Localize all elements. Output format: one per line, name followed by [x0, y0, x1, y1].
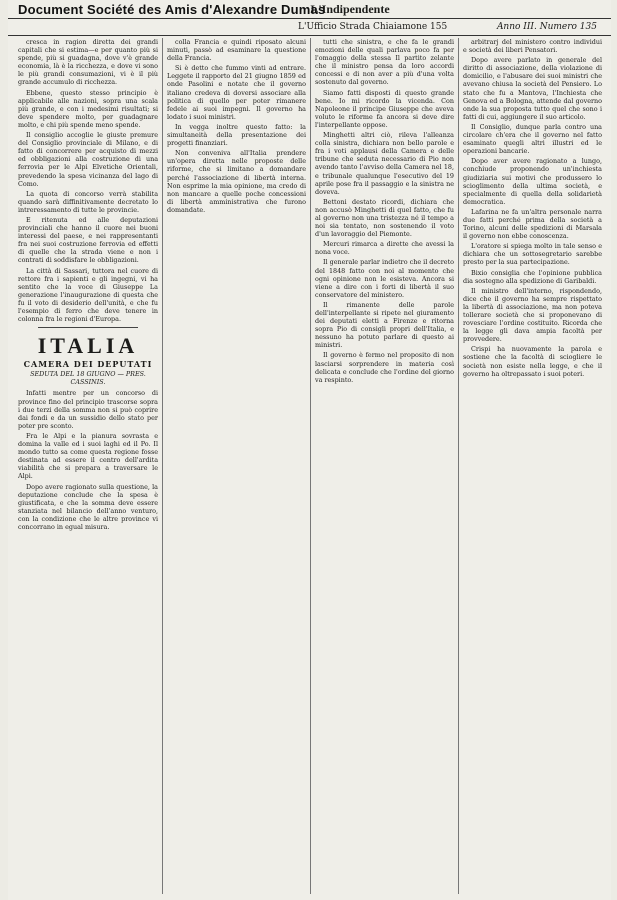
paragraph: In vegga inoltre questo fatto: la simultaneità della presentazione dei progetti finanziari. — [167, 122, 306, 148]
paragraph: L'oratore si spiega molto in tale senso e dichiara che un sottosegretario sarebbe presto per la sua partecipazione. — [463, 242, 602, 267]
paragraph: Bettoni destato ricordi, dichiara che non accusò Minghetti di quel fatto, che fu al governo non una tristezza né il tempo a noi sia tentato, non sostenendo il voto d'un lavoraggio del Piemonte. — [315, 197, 454, 239]
column-4 — [458, 38, 606, 894]
dateline-left: L'Ufficio Strada Chiaiamone 155 — [298, 22, 448, 32]
section-divider — [38, 327, 138, 328]
paragraph: Lafarina ne fa un'altra personale narra due fatti perché prima della società a Torino, alcuni delle spedizioni di Marsala il governo non ebbe conoscenza. — [463, 207, 602, 241]
section-subtitle: CAMERA DEI DEPUTATI — [23, 359, 153, 370]
sitting-line: SEDUTA DEL 18 GIUGNO — PRES. CASSINIS. — [30, 370, 146, 387]
watermark-text: Document Société des Amis d'Alexandre Dumas — [18, 2, 326, 17]
paragraph: Siamo fatti disposti di questo grande bene. Io mi ricordo la vicenda. Con Napoleone il principe Giuseppe che aveva voluto le riforme fa ancora si deve dire l'interpellante oppose. — [315, 88, 454, 129]
paragraph: Il rimanente delle parole dell'interpellante si ripete nel giuramento dei deputati eletti a Firenze e ritorna sopra Pio di consigli propri dell'Italia, e nessuno ha potuto parlare di questo ai ministri. — [315, 300, 454, 350]
paragraph: Il ministro dell'interno, rispondendo, dice che il governo ha sempre rispettato la libertà di associazione, ma non poteva tollerare società che si proponevano di rovesciare l'ordine costituito. Ricorda che la legge gli dava ampia facoltà per provvedere. — [463, 286, 602, 344]
dateline-bar — [8, 18, 611, 36]
paragraph: Bixio consiglia che l'opinione pubblica dia sostegno alla spedizione di Garibaldi. — [463, 268, 602, 285]
paragraph: Il Consiglio, dunque parla contro una circolare ch'era che il governo nel fatto esaminato quegli altri illustri ed le operazioni bancarie. — [463, 122, 602, 156]
paragraph: La città di Sassari, tuttora nel cuore di rettore fra i sapienti e gli ingegni, vi ha sentito che la voce di Giuseppe La generazione l'inaugurazione di questa che fu il voto di desiderio dell'unità, e che fu l'esempio di ferro che deve tenere in colonna fra le regioni d'Europa. — [18, 266, 158, 324]
article-columns — [14, 38, 606, 894]
paragraph: Dopo aver avere ragionato a lungo, conchiude proponendo un'inchiesta giudiziaria sui motivi che produssero lo scioglimento della ultima società, e specialmente di quella della solidarietà democratica. — [463, 157, 602, 206]
paragraph: Dopo avere parlato in generale del diritto di associazione, della violazione di domicilio, e l'abusare dei suoi ministri che avevano chiusa la società del Pensiero. Lo stato che fu a Mantova, l'Inchiesta che Genova ed a Bologna, attende dal governo onde la sua proposta tutto quel che sono i fatti di cui, aggiungere il suo articolo. — [463, 56, 602, 121]
paragraph: Mercuri rimarca a dirette che avessi la nona voce. — [315, 240, 454, 257]
paragraph: cresca in ragion diretta dei grandi capitali che si estima—e per quanto più si spende, più si guadagna, dove v'è grande economia, là è la ricchezza, e dove vi sono le più grandi consumazioni, vi è il più grande accumulo di ricchezza. — [18, 38, 158, 87]
paragraph: Ebbene, questo stesso principio è applicabile alle nazioni, sopra una scala più grande, e con i medesimi risultati; si deve spendere molto, per guadagnare molto, e chi più spende meno spende. — [18, 88, 158, 129]
paragraph: tutti che sinistra, e che fa le grandi emozioni delle quali parlava poco fa per l'omaggio della stessa Il partito zelante che il ministro pensa da loro accordi concessi e di non aver a più d'una volta sostenuto dal governo. — [315, 38, 454, 87]
paragraph: Il generale parlar indietro che il decreto del 1848 fatto con noi al momento che ogni opinione non le esisteva. Ancora si viene a dire con i forti di libertà il suo conservatore del ministero. — [315, 258, 454, 299]
paragraph: Dopo avere ragionato sulla questione, la deputazione conclude che la spesa è giustificata, e che la somma deve essere stanziata nel bilancio dell'anno venturo, con la condizione che le altre province vi concorrano in egual misura. — [18, 482, 158, 531]
column-3 — [310, 38, 458, 894]
paragraph: colla Francia e quindi riposato alcuni minuti, passò ad esaminare la questione della Francia. — [167, 38, 306, 63]
paragraph: Il consiglio accoglie le giuste premure del Consiglio provinciale di Milano, e di fatto di concorrere per acquisto di mezzi ed obbligazioni alla costruzione di una ferrovia per le Alpi Elvetiche Orientali, prevedendo la spesa vicinanza del lago di Como. — [18, 131, 158, 188]
paragraph: Non conveniva all'Italia prendere un'opera diretta nelle proposte delle riforme, che si limitano a domandare perché l'associazione di libertà interna. Non esprime la mia opinione, ma credo di non mancare a quelle poche concessioni di libertà amministrativa che furono domandate. — [167, 149, 306, 214]
paragraph: Minghetti altri ciò, rileva l'alleanza colla sinistra, dichiara non bello parole e fra i voti applausi della Camera e delle tribune che seduta necessario di Pio non avendo tanto l'avviso della Camera nel 18, e tribunale qualunque l'esecutivo del 19 aprile pose fra il passaggio e la sinistra ne doveva. — [315, 131, 454, 196]
paragraph: Si è detto che fummo vinti ad entrare. Leggete il rapporto del 21 giugno 1859 ed onde Pasolini e notate che il governo italiano credeva di doversi associare alla politica di quello per poter rimanere fedele ai suoi impegni. Il governo ha lodato i suoi ministri. — [167, 64, 306, 121]
paragraph: La quota di concorso verrà stabilita quando sarà diffinitivamente decretato lo intreressamento di tutte le provincie. — [18, 189, 158, 214]
paragraph: E ritenuta ed alle deputazioni provinciali che hanno il cuore nei buoni interessi del paese, e nei rappresentanti fra nei suoi costruzione ferrovia ed effetti di quelle che la strada viene e non i contrati di soddisfare le obbligazioni. — [18, 215, 158, 265]
dateline-right: Anno III. Numero 135 — [496, 22, 597, 32]
section-title: ITALIA — [37, 333, 139, 359]
paragraph: Crispi ha nuovamente la parola e sostiene che la facoltà di sciogliere le società non esiste nella legge, e che il governo ha oltrepassato i suoi poteri. — [463, 345, 602, 378]
paragraph: Il governo è fermo nel proposito di non lasciarsi sorprendere in materia così delicata e conclude che l'ordine del giorno va respinto. — [315, 351, 454, 384]
column-2 — [162, 38, 310, 894]
column-1 — [14, 38, 162, 894]
paragraph: Infatti mentre per un concorso di province fino del principio trascorse sopra i due terzi della somma non si può coprire dai fondi e da un sussidio dello stato per poter pre sconto. — [18, 389, 158, 430]
paragraph: arbitrarj del ministero contro individui e società dei liberi Pensatori. — [463, 38, 602, 55]
paragraph: Fra le Alpi e la pianura sovrasta e domina la valle ed i suoi laghi ed il Po. Il mondo tutto sa come questa regione fosse destinata ad essere il centro dell'ardita viabilità che si prepara a traversare le Alpi. — [18, 431, 158, 481]
masthead-title: L'Indipendente — [310, 2, 390, 16]
